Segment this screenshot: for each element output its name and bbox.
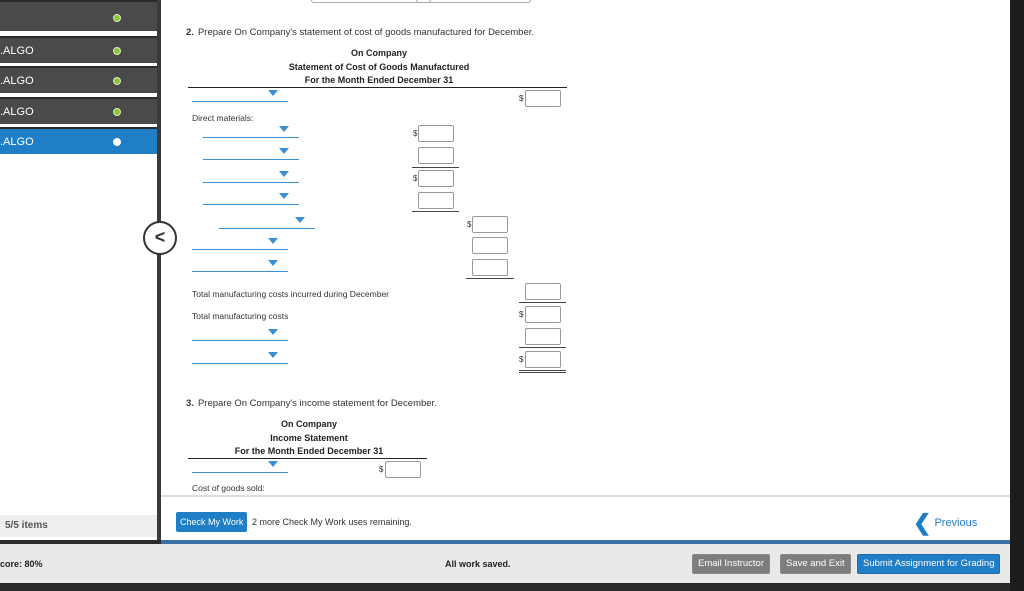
sidebar-item-5[interactable] (0, 127, 157, 154)
sidebar-item-1[interactable] (0, 0, 157, 31)
right-edge (1010, 0, 1024, 591)
q2-select-2[interactable] (192, 238, 288, 250)
dropdown-arrow-icon (279, 193, 289, 199)
dropdown-arrow-icon (295, 217, 305, 223)
collapse-sidebar-button[interactable] (143, 221, 177, 255)
score-text: core: 80% (0, 559, 43, 569)
q3-number: 3. (186, 398, 194, 409)
q3-prompt-text: Prepare On Company's income statement for December. (197, 398, 437, 409)
total-incurred-label: Total manufacturing costs incurred during December (192, 289, 390, 299)
q2-number: 2. (186, 27, 194, 38)
q2-input-dm-3[interactable] (418, 170, 454, 187)
q2-select-dm-2[interactable] (203, 148, 299, 160)
dollar-sign: $ (413, 174, 418, 183)
dollar-sign: $ (413, 129, 418, 138)
chevron-left-icon: ❮ (913, 510, 932, 535)
q3-statement-title: Income Statement (270, 433, 348, 443)
dropdown-arrow-icon (268, 238, 278, 244)
q2-select-dm-4[interactable] (203, 193, 299, 205)
submit-assignment-button[interactable]: Submit Assignment for Grading (857, 554, 1000, 574)
q2-input-2[interactable] (472, 237, 508, 254)
q2-select-3[interactable] (192, 260, 288, 272)
subtotal-rule (412, 167, 459, 168)
save-and-exit-button[interactable]: Save and Exit (780, 554, 851, 574)
items-count: 5/5 items (0, 515, 157, 537)
sidebar-item-2[interactable] (0, 36, 157, 63)
q2-select-1[interactable] (192, 90, 288, 102)
dropdown-arrow-icon (268, 352, 278, 358)
q2-input-dm-2[interactable] (418, 147, 454, 164)
q2-prompt-text: Prepare On Company's statement of cost of goods manufactured for December. (197, 27, 535, 38)
q2-header-rule (188, 87, 567, 88)
double-rule (519, 372, 566, 373)
q2-select-4[interactable] (192, 329, 288, 341)
dropdown-arrow-icon (268, 260, 278, 266)
q2-select-dm-3[interactable] (203, 171, 299, 183)
dropdown-arrow-icon (268, 461, 278, 467)
sidebar-item-label: .ALGO (0, 106, 34, 118)
main-content (161, 0, 1010, 495)
check-icon (113, 47, 121, 55)
sidebar-item-label: .ALGO (0, 75, 34, 87)
q3-input-1[interactable] (385, 461, 421, 478)
q2-company: On Company (350, 48, 407, 58)
dropdown-arrow-icon (268, 329, 278, 335)
subtotal-rule (466, 278, 514, 279)
q2-select-dm-1[interactable] (203, 126, 299, 138)
q2-input-dm-4[interactable] (418, 192, 454, 209)
dollar-sign: $ (519, 310, 524, 319)
check-icon (113, 108, 121, 116)
check-remaining-note: 2 more Check My Work uses remaining. (252, 517, 412, 527)
subtotal-rule (519, 347, 566, 348)
q3-header-rule (188, 458, 427, 459)
dollar-sign: $ (379, 465, 384, 474)
subtotal-rule (412, 211, 459, 212)
chevron-left-icon: < (154, 227, 166, 247)
save-status: All work saved. (445, 559, 511, 569)
q2-prompt (186, 27, 534, 38)
dollar-sign: $ (519, 94, 524, 103)
previous-label: Previous (934, 516, 978, 529)
check-icon (113, 77, 121, 85)
email-instructor-button[interactable]: Email Instructor (692, 554, 770, 574)
sidebar (0, 0, 157, 540)
dropdown-arrow-icon (268, 90, 278, 96)
check-my-work-button[interactable]: Check My Work (176, 512, 247, 532)
dropdown-arrow-icon (279, 126, 289, 132)
q2-input-1[interactable] (525, 90, 561, 107)
cogs-label: Cost of goods sold: (192, 483, 265, 493)
dropdown-arrow-icon (279, 171, 289, 177)
check-icon (113, 14, 121, 22)
direct-materials-label: Direct materials: (192, 113, 254, 123)
total-costs-label: Total manufacturing costs (192, 311, 289, 321)
q2-input-4[interactable] (525, 328, 561, 345)
q2-select-dm-total[interactable] (219, 217, 315, 229)
sidebar-item-4[interactable] (0, 97, 157, 124)
q3-select-1[interactable] (192, 461, 288, 473)
sidebar-item-label: .ALGO (0, 136, 34, 148)
q2-input-3[interactable] (472, 259, 508, 276)
q2-period: For the Month Ended December 31 (304, 75, 454, 85)
top-button-fragment[interactable] (311, 0, 431, 3)
work-footer (161, 495, 1010, 540)
sidebar-item-3[interactable] (0, 66, 157, 93)
q2-input-dm-total[interactable] (472, 216, 508, 233)
q2-input-dm-1[interactable] (418, 125, 454, 142)
dropdown-arrow-icon (279, 148, 289, 154)
dollar-sign: $ (467, 220, 472, 229)
q3-prompt (186, 398, 437, 409)
sidebar-item-label: .ALGO (0, 45, 34, 57)
top-button-fragment[interactable] (416, 0, 531, 3)
page-footer (0, 544, 1010, 583)
subtotal-rule (519, 302, 566, 303)
q3-period: For the Month Ended December 31 (234, 446, 384, 456)
current-dot-icon (113, 138, 121, 146)
double-rule (519, 370, 566, 371)
q2-input-total-costs[interactable] (525, 306, 561, 323)
dollar-sign: $ (519, 355, 524, 364)
previous-button[interactable] (913, 510, 977, 536)
q2-select-5[interactable] (192, 352, 288, 364)
q3-company: On Company (280, 419, 337, 429)
q2-input-5[interactable] (525, 351, 561, 368)
q2-statement-title: Statement of Cost of Goods Manufactured (288, 62, 470, 72)
q2-input-total-incurred[interactable] (525, 283, 561, 300)
